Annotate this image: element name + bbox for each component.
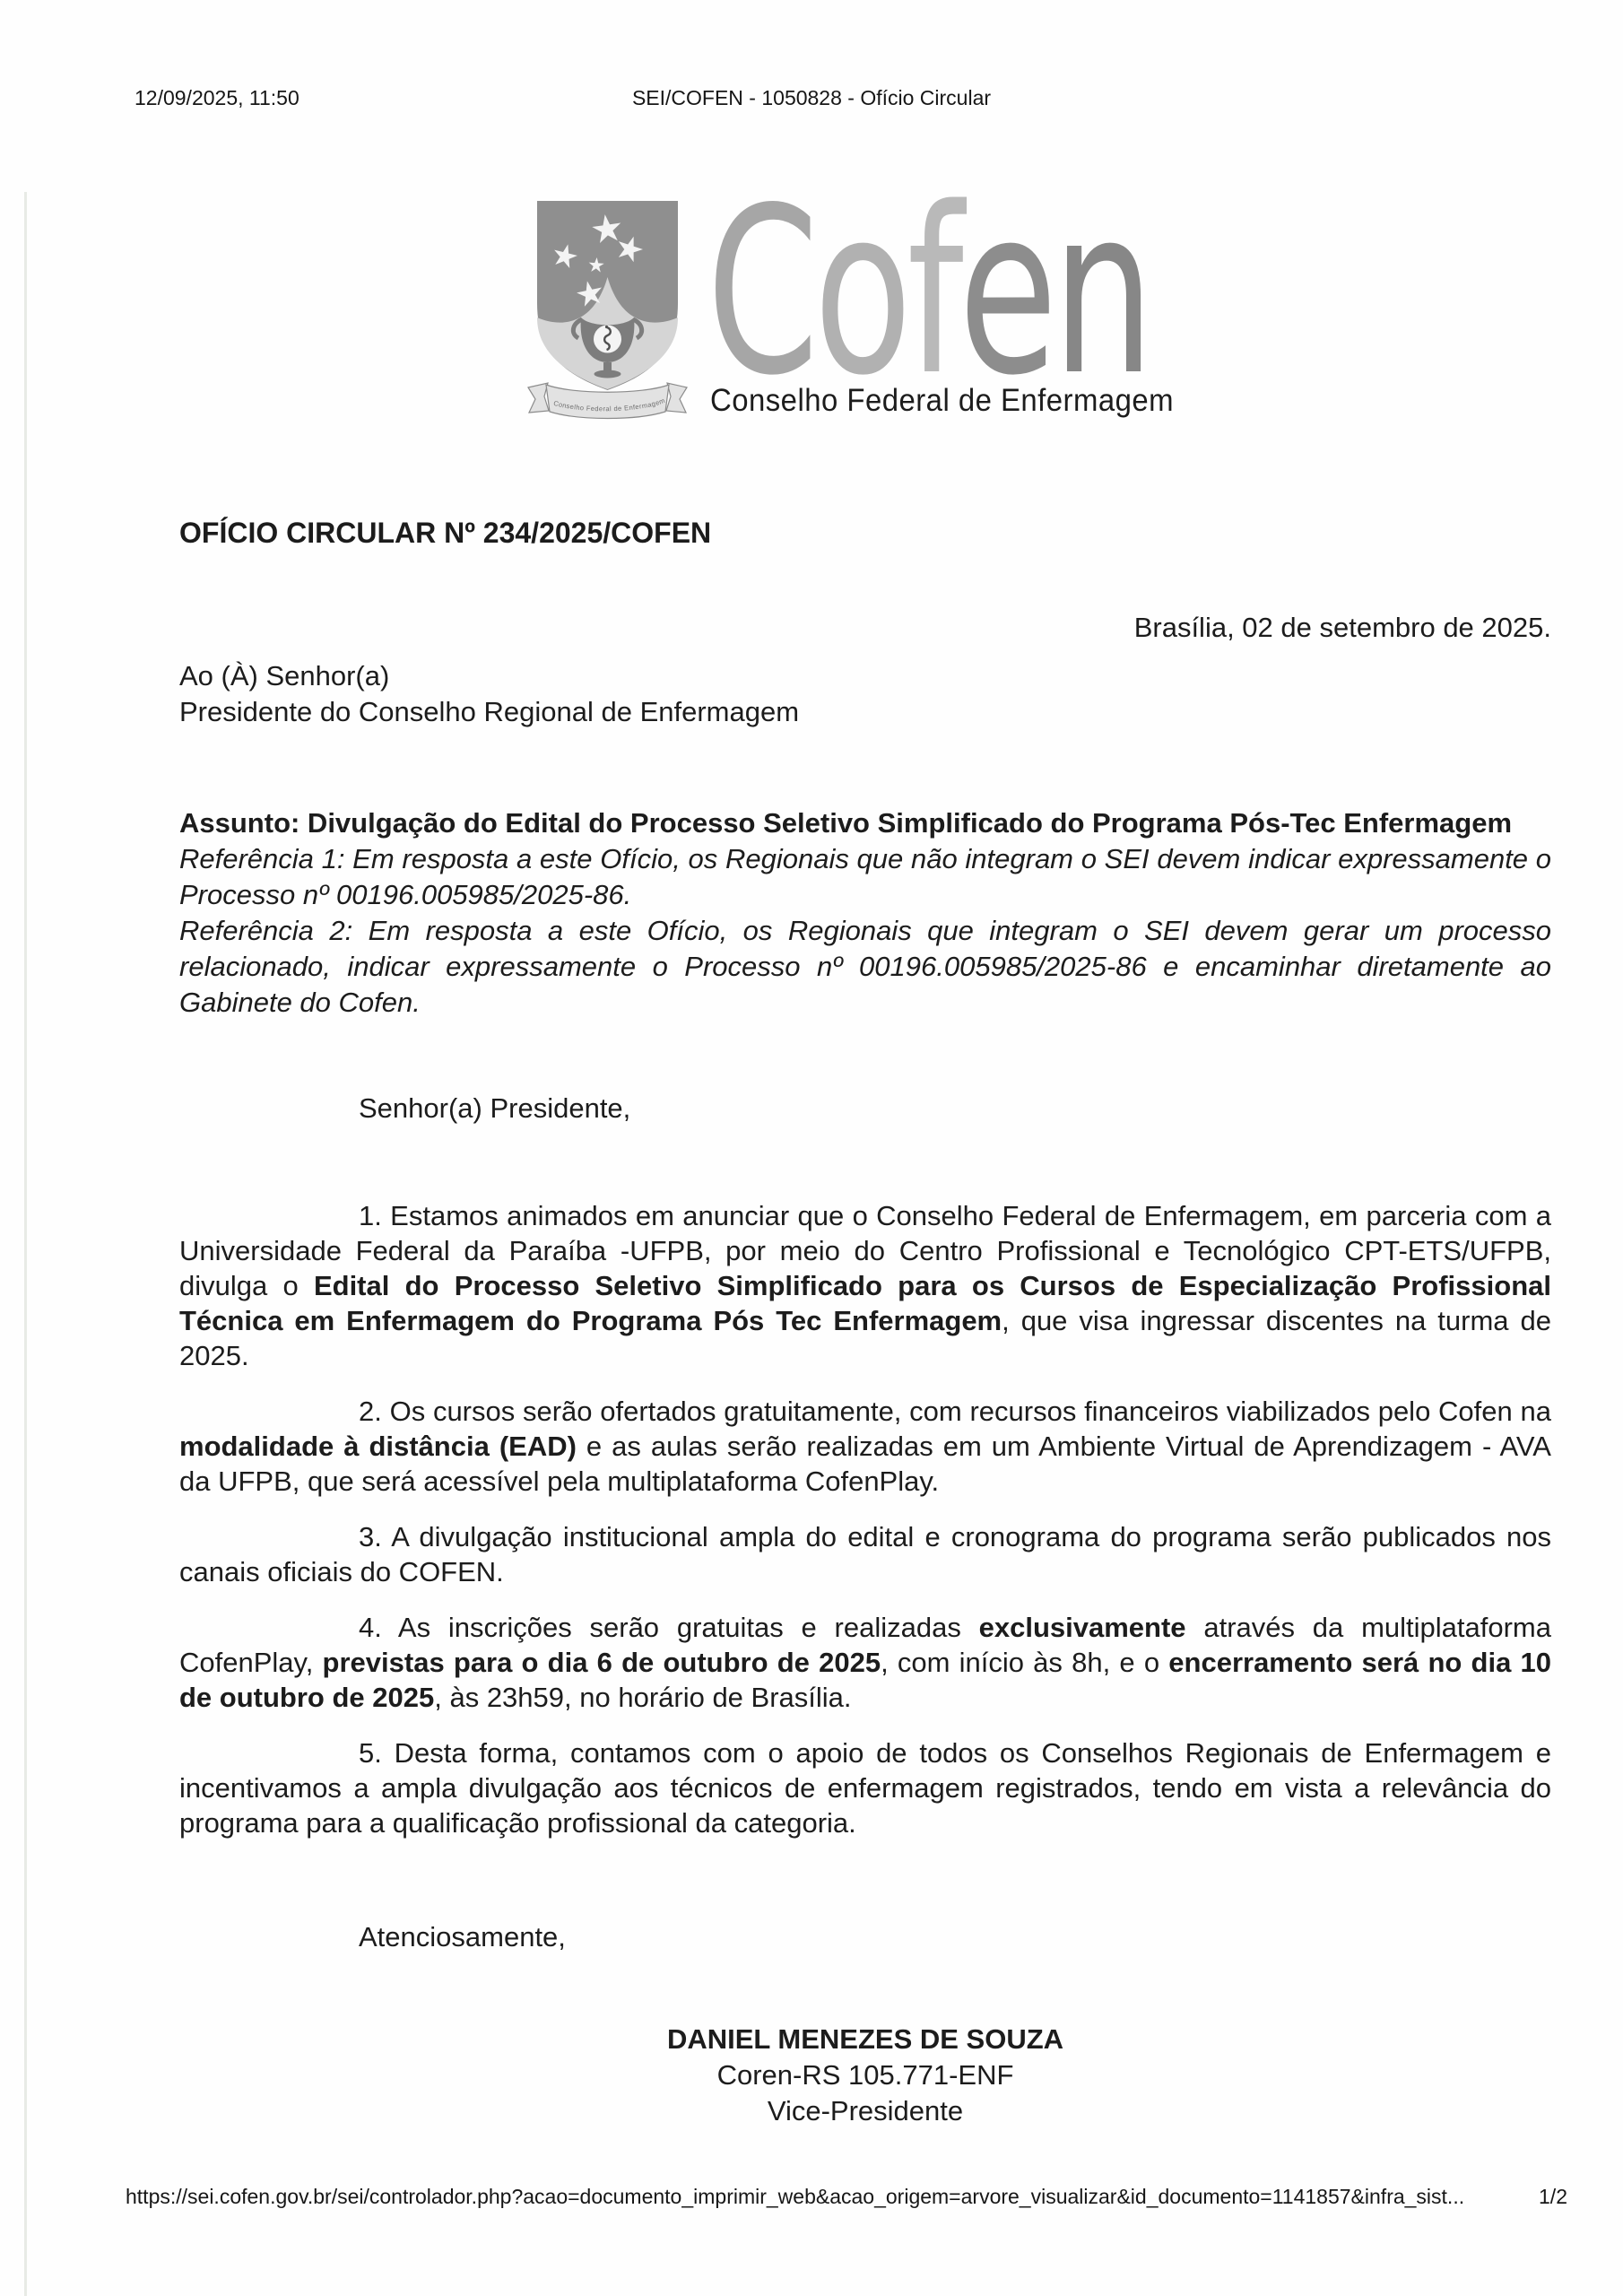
paragraph: 2. Os cursos serão ofertados gratuitamente, com recursos financeiros viabilizados pelo Cofen na modalidade à distância (EAD) e as aulas serão realizadas em um Ambiente Virtual de Aprendizagem - AVA da UFPB, que será acessível pela multiplataforma CofenPlay. <box>179 1396 1551 1497</box>
signature-role: Vice-Presidente <box>767 2095 964 2126</box>
brand-letter: e <box>959 159 1053 426</box>
paragraph: 1. Estamos animados em anunciar que o Conselho Federal de Enfermagem, em parceria com a Universidade Federal da Paraíba -UFPB, por meio do Centro Profissional e Tecnológico CPT-ETS/UFPB, divulga o Edital do Processo Seletivo Simplificado para os Cursos de Especialização Profissional Técnica em Enfermagem do Programa Pós Tec Enfermagem, que visa ingressar discentes na turma de 2025. <box>179 1200 1551 1371</box>
cofen-wordmark <box>707 159 1150 426</box>
brand-letter: C <box>707 159 814 426</box>
footer-page-number: 1/2 <box>1539 2185 1567 2208</box>
signature-name: DANIEL MENEZES DE SOUZA <box>666 2023 1064 2055</box>
paragraph: 5. Desta forma, contamos com o apoio de todos os Conselhos Regionais de Enfermagem e incentivamos a ampla divulgação aos técnicos de enfermagem registrados, tendo em vista a relevância do programa para a qualificação profissional da categoria. <box>179 1737 1551 1839</box>
date-line: Brasília, 02 de setembro de 2025. <box>1133 612 1551 643</box>
subject-block <box>179 805 1551 1021</box>
salutation: Senhor(a) Presidente, <box>359 1092 631 1124</box>
closing: Atenciosamente, <box>359 1921 566 1952</box>
header-document-reference: SEI/COFEN - 1050828 - Ofício Circular <box>631 86 992 109</box>
cofen-shield-logo <box>525 196 690 427</box>
signature-block <box>179 2022 1551 2129</box>
subject-line: Assunto: Divulgação do Edital do Processo Seletivo Simplificado do Programa Pós-Tec Enfermagem <box>179 807 1513 839</box>
cofen-tagline: Conselho Federal de Enfermagem <box>710 383 1175 418</box>
header-datetime: 12/09/2025, 11:50 <box>135 86 299 109</box>
paragraph: 3. A divulgação institucional ampla do edital e cronograma do programa serão publicados nos canais oficiais do COFEN. <box>179 1521 1551 1587</box>
letter-title: OFÍCIO CIRCULAR Nº 234/2025/COFEN <box>179 517 712 549</box>
signature-register: Coren-RS 105.771-ENF <box>716 2059 1014 2091</box>
scanner-artifact-line <box>24 192 27 2296</box>
brand-letter: n <box>1052 159 1150 426</box>
addressee-line-2: Presidente do Conselho Regional de Enfermagem <box>179 696 800 727</box>
addressee-block <box>179 658 799 730</box>
subject-line: Referência 2: Em resposta a este Ofício, os Regionais que integram o SEI devem gerar um processo relacionado, indicar expressamente o Processo nº 00196.005985/2025-86 e encaminhar diretamente ao Gabinete do Cofen. <box>179 915 1551 1018</box>
ribbon-text: Conselho Federal de Enfermagem <box>552 396 667 413</box>
subject-line: Referência 1: Em resposta a este Ofício, os Regionais que não integram o SEI devem indicar expressamente o Processo nº 00196.005985/2025-86. <box>179 843 1551 910</box>
footer-url: https://sei.cofen.gov.br/sei/controlador.php?acao=documento_imprimir_web&acao_origem=arvore_visualizar&id_documento=1141857&infra_sist... <box>126 2185 1465 2208</box>
brand-letter: o <box>813 159 907 426</box>
body-paragraphs <box>179 1198 1551 1861</box>
paragraph: 4. As inscrições serão gratuitas e realizadas exclusivamente através da multiplataforma CofenPlay, previstas para o dia 6 de outubro de 2025, com início às 8h, e o encerramento será no dia 10 de outubro de 2025, às 23h59, no horário de Brasília. <box>179 1612 1552 1713</box>
addressee-line-1: Ao (À) Senhor(a) <box>179 660 390 691</box>
brand-letter: f <box>907 159 959 426</box>
